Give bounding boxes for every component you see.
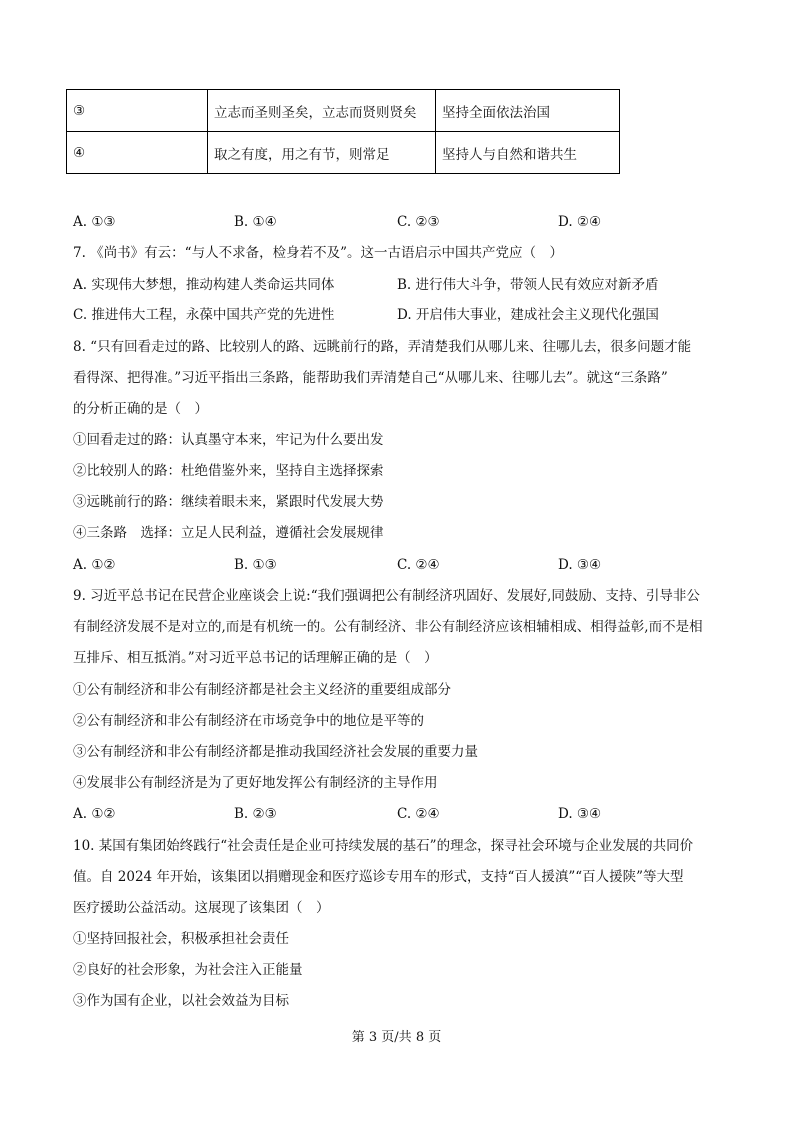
q9-stem-line-1: 9. 习近平总书记在民营企业座谈会上说:“我们强调把公有制经济巩固好、发展好,同鼓励、支持、引导非公 <box>73 588 700 604</box>
q6-choices <box>73 213 633 231</box>
q8-choices <box>73 556 633 574</box>
q9-choice-d: D. ③④ <box>558 806 602 822</box>
q10-item-3: ③作为国有企业，以社会效益为目标 <box>73 993 289 1009</box>
q10-item-2: ②良好的社会形象，为社会注入正能量 <box>73 962 303 978</box>
q10-stem-line-1: 10. 某国有集团始终践行“社会责任是企业可持续发展的基石”的理念，探寻社会环境与企业发展的共同价 <box>73 838 694 854</box>
table-cell-principle: 坚持全面依法治国 <box>436 90 620 132</box>
q8-item-1: ①回看走过的路：认真墨守本来，牢记为什么要出发 <box>73 432 384 448</box>
q6-choice-d: D. ②④ <box>558 214 602 230</box>
q8-item-2: ②比较别人的路：杜绝借鉴外来，坚持自主选择探索 <box>73 463 384 479</box>
q7-option-a: A. 实现伟大梦想，推动构建人类命运共同体 <box>73 277 335 293</box>
q8-choice-b: B. ①③ <box>234 557 277 573</box>
q7-stem: 7. 《尚书》有云：“与人不求备，检身若不及”。这一古语启示中国共产党应（ ） <box>73 245 563 261</box>
table-cell-quote: 立志而圣则圣矣，立志而贤则贤矣 <box>208 90 436 132</box>
q9-item-4: ④发展非公有制经济是为了更好地发挥公有制经济的主导作用 <box>73 775 438 791</box>
q7-option-d: D. 开启伟大事业，建成社会主义现代化强国 <box>397 307 659 323</box>
q9-choices <box>73 805 633 823</box>
q6-choice-c: C. ②③ <box>397 214 440 230</box>
q8-item-4: ④三条路 选择：立足人民利益，遵循社会发展规律 <box>73 525 384 541</box>
q9-item-1: ①公有制经济和非公有制经济都是社会主义经济的重要组成部分 <box>73 682 451 698</box>
q9-stem-line-3: 互排斥、相互抵消。”对习近平总书记的话理解正确的是（ ） <box>73 650 438 666</box>
q6-choice-b: B. ①④ <box>234 214 277 230</box>
q8-choice-a: A. ①② <box>73 557 116 573</box>
table-cell-principle: 坚持人与自然和谐共生 <box>436 132 620 174</box>
q7-option-b: B. 进行伟大斗争，带领人民有效应对新矛盾 <box>397 277 659 293</box>
q9-choice-a: A. ①② <box>73 806 116 822</box>
q8-stem-line-2: 看得深、把得准。”习近平指出三条路，能帮助我们弄清楚自己“从哪儿来、往哪儿去”。就这“三条路” <box>73 370 668 386</box>
q9-item-2: ②公有制经济和非公有制经济在市场竞争中的地位是平等的 <box>73 713 424 729</box>
q8-stem-line-1: 8. “只有回看走过的路、比较别人的路、远眺前行的路，弄清楚我们从哪儿来、往哪儿去，很多问题才能 <box>73 339 692 355</box>
q8-choice-d: D. ③④ <box>558 557 602 573</box>
table-cell-number: ④ <box>67 132 208 174</box>
q10-item-1: ①坚持回报社会，积极承担社会责任 <box>73 931 289 947</box>
q10-stem-line-3: 医疗援助公益活动。这展现了该集团（ ） <box>73 900 330 916</box>
table-cell-quote: 取之有度，用之有节，则常足 <box>208 132 436 174</box>
q7-option-c: C. 推进伟大工程，永葆中国共产党的先进性 <box>73 307 335 323</box>
q9-item-3: ③公有制经济和非公有制经济都是推动我国经济社会发展的重要力量 <box>73 744 478 760</box>
q10-stem-line-2: 值。自 2024 年开始，该集团以捐赠现金和医疗巡诊专用车的形式，支持“百人援滇”“百人援陕”等大型 <box>73 869 684 885</box>
options-table <box>66 89 620 174</box>
q8-item-3: ③远眺前行的路：继续着眼未来，紧跟时代发展大势 <box>73 494 384 510</box>
table-row <box>67 90 620 132</box>
q6-choice-a: A. ①③ <box>73 214 116 230</box>
table-cell-number: ③ <box>67 90 208 132</box>
q9-choice-c: C. ②④ <box>397 806 440 822</box>
q9-stem-line-2: 有制经济发展不是对立的,而是有机统一的。公有制经济、非公有制经济应该相辅相成、相得益彰,而不是相 <box>73 619 703 635</box>
page-footer: 第 3 页/共 8 页 <box>351 1030 442 1045</box>
table-row <box>67 132 620 174</box>
q8-stem-line-3: 的分析正确的是（ ） <box>73 401 208 417</box>
q8-choice-c: C. ②④ <box>397 557 440 573</box>
q9-choice-b: B. ②③ <box>234 806 277 822</box>
